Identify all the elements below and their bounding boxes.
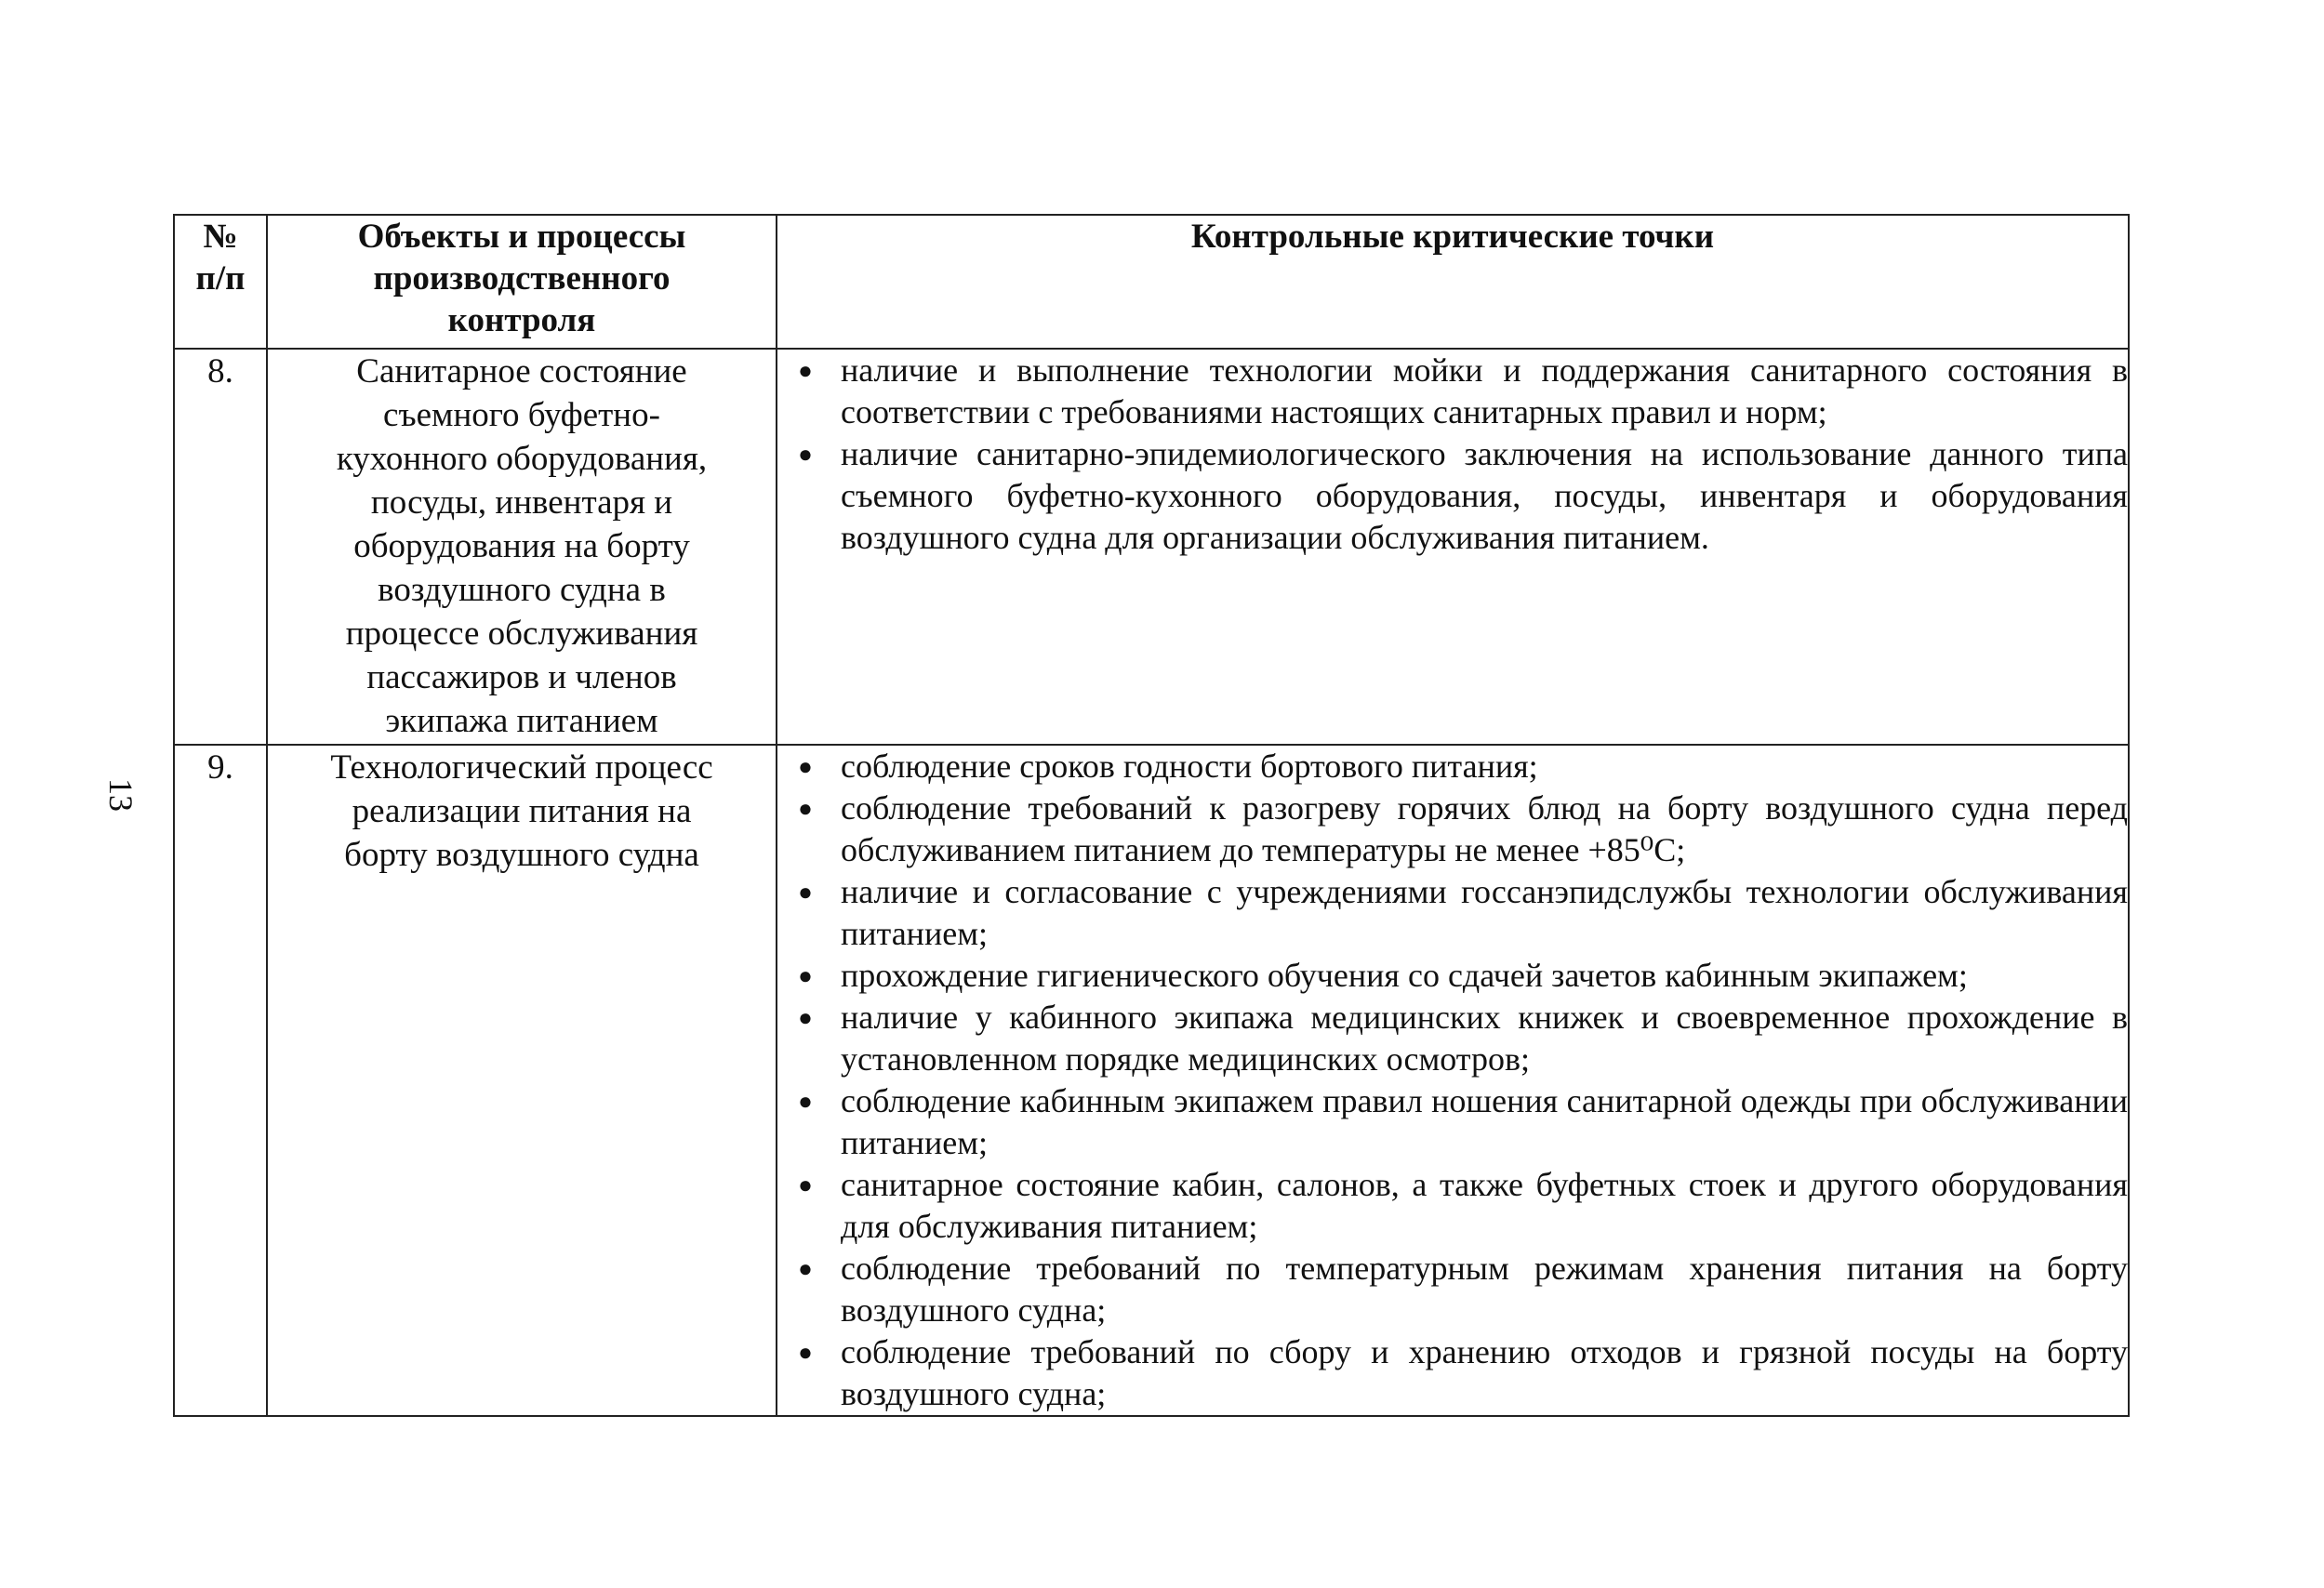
list-item (777, 787, 2128, 871)
row-points (777, 745, 2129, 1416)
object-line: посуды, инвентаря и (370, 483, 673, 522)
object-line: оборудования на борту (353, 527, 690, 565)
row-object (267, 745, 777, 1416)
object-line: процессе обслуживания (345, 615, 698, 653)
list-item (777, 433, 2128, 559)
points-list (777, 746, 2128, 1415)
list-item (777, 1164, 2128, 1248)
point-text: соблюдение требований к разогреву горячих блюд на борту воздушного судна перед обслуживанием питанием до температуры не менее +85⁰С; (841, 789, 2128, 868)
header-number-line: № (203, 218, 238, 256)
header-objects-line: контроля (447, 301, 596, 339)
point-text: соблюдение требований по температурным режимам хранения питания на борту воздушного судна; (841, 1250, 2128, 1329)
point-text: наличие и выполнение технологии мойки и поддержания санитарного состояния в соответствии с требованиями настоящих санитарных правил и норм; (841, 351, 2128, 430)
list-item (777, 1331, 2128, 1415)
point-text: наличие и согласование с учреждениями госсанэпидслужбы технологии обслуживания питанием; (841, 873, 2128, 952)
bullet-icon: ● (798, 962, 813, 989)
bullet-icon: ● (798, 1255, 813, 1282)
header-number-line: п/п (195, 259, 246, 298)
object-line: реализации питания на (352, 792, 692, 830)
object-line: Санитарное состояние (356, 352, 687, 390)
point-text: санитарное состояние кабин, салонов, а также буфетных стоек и другого оборудования для обслуживания питанием; (841, 1166, 2128, 1245)
list-item (777, 1248, 2128, 1331)
point-text: соблюдение требований по сбору и хранению отходов и грязной посуды на борту воздушного судна; (841, 1333, 2128, 1412)
row-points (777, 349, 2129, 745)
object-line: Технологический процесс (330, 748, 713, 787)
bullet-icon: ● (798, 1339, 813, 1366)
point-text: соблюдение кабинным экипажем правил ношения санитарной одежды при обслуживании питанием; (841, 1082, 2128, 1161)
header-objects (267, 215, 777, 349)
points-list (777, 350, 2128, 559)
header-points: Контрольные критические точки (777, 215, 2129, 349)
point-text: соблюдение сроков годности бортового питания; (841, 748, 1538, 785)
control-points-table (173, 214, 2130, 1417)
bullet-icon: ● (798, 1171, 813, 1198)
object-line: съемного буфетно- (383, 396, 660, 434)
list-item (777, 746, 2128, 787)
bullet-icon: ● (798, 357, 813, 384)
object-line: воздушного судна в (378, 571, 666, 609)
object-line: экипажа питанием (385, 702, 658, 740)
bullet-icon: ● (798, 441, 813, 468)
bullet-icon: ● (798, 1088, 813, 1115)
row-number: 8. (174, 349, 267, 745)
bullet-icon: ● (798, 879, 813, 906)
list-item (777, 871, 2128, 955)
list-item (777, 350, 2128, 433)
table-row (174, 745, 2129, 1416)
list-item (777, 1080, 2128, 1164)
header-objects-line: Объекты и процессы (357, 218, 686, 256)
point-text: прохождение гигиенического обучения со сдачей зачетов кабинным экипажем; (841, 957, 1968, 994)
header-objects-line: производственного (373, 259, 671, 298)
object-line: борту воздушного судна (344, 836, 699, 874)
point-text: наличие у кабинного экипажа медицинских книжек и своевременное прохождение в установленном порядке медицинских осмотров; (841, 999, 2128, 1078)
header-number (174, 215, 267, 349)
row-object (267, 349, 777, 745)
bullet-icon: ● (798, 753, 813, 780)
row-number: 9. (174, 745, 267, 1416)
table-header-row (174, 215, 2129, 349)
bullet-icon: ● (798, 1004, 813, 1031)
list-item (777, 955, 2128, 997)
point-text: наличие санитарно-эпидемиологического заключения на использование данного типа съемного буфетно-кухонного оборудования, посуды, инвентаря и оборудования воздушного судна для организации обслуживания питанием. (841, 435, 2128, 556)
object-line: кухонного оборудования, (336, 440, 708, 478)
page-number: 13 (102, 778, 139, 812)
table-row (174, 349, 2129, 745)
bullet-icon: ● (798, 795, 813, 822)
object-line: пассажиров и членов (366, 658, 677, 696)
list-item (777, 997, 2128, 1080)
